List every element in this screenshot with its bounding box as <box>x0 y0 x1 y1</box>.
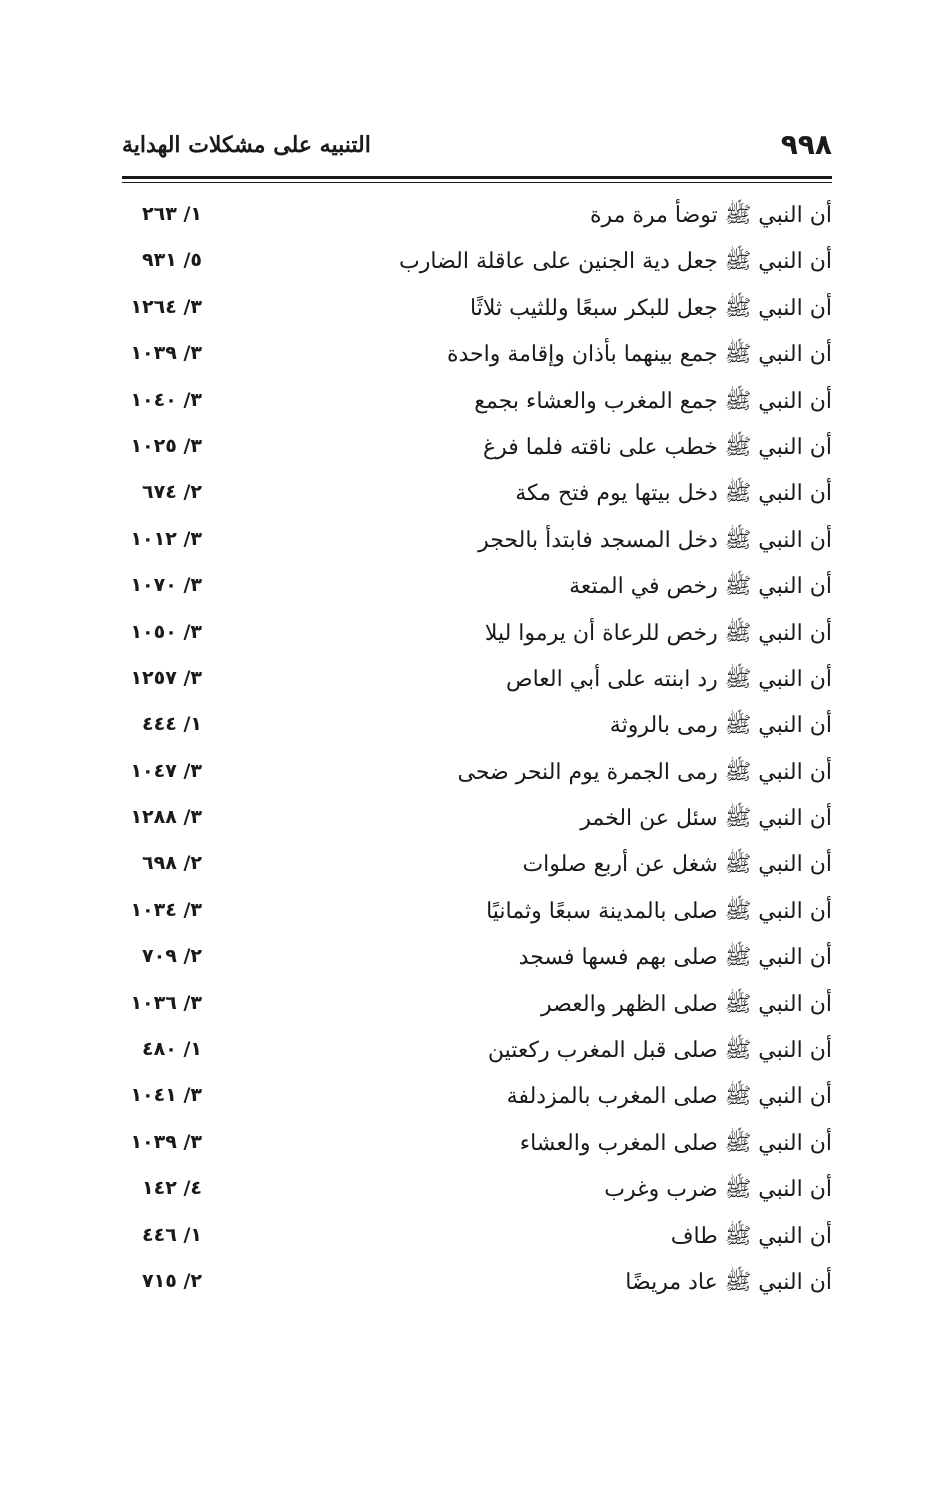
entry-reference: ١/ ٤٤٤ <box>142 713 202 736</box>
index-entry <box>122 846 832 892</box>
entry-reference: ١/ ٤٨٠ <box>142 1038 202 1061</box>
entry-text: أن النبي ﷺ دخل المسجد فابتدأ بالحجر <box>478 527 832 553</box>
index-entry <box>122 800 832 846</box>
entry-text: أن النبي ﷺ رخص في المتعة <box>569 574 832 600</box>
page-header <box>122 122 832 170</box>
index-entry <box>122 197 832 243</box>
entry-text: أن النبي ﷺ خطب على ناقته فلما فرغ <box>482 434 832 460</box>
header-rule-thick <box>122 176 832 179</box>
index-entry <box>122 336 832 382</box>
entry-reference: ٣/ ١٠٣٩ <box>130 1130 202 1153</box>
index-entry <box>122 1078 832 1124</box>
entry-reference: ٣/ ١٠٤٧ <box>130 759 202 782</box>
entry-text: أن النبي ﷺ رخص للرعاة أن يرموا ليلا <box>484 620 832 646</box>
entry-text: أن النبي ﷺ صلى المغرب بالمزدلفة <box>506 1084 832 1110</box>
entry-text: أن النبي ﷺ جعل للبكر سبعًا وللثيب ثلاثًا <box>470 295 832 321</box>
entry-text: أن النبي ﷺ دخل بيتها يوم فتح مكة <box>515 481 832 507</box>
index-entry <box>122 615 832 661</box>
entry-reference: ٤/ ١٤٢ <box>142 1177 202 1200</box>
entry-reference: ٣/ ١٠٤٠ <box>130 388 202 411</box>
entry-reference: ٣/ ١٠١٢ <box>130 527 202 550</box>
header-rule-thin <box>122 182 832 183</box>
entry-reference: ٣/ ١٢٨٨ <box>130 806 202 829</box>
entry-reference: ٢/ ٧١٥ <box>142 1269 202 1292</box>
entry-reference: ٢/ ٦٧٤ <box>142 481 202 504</box>
index-entry <box>122 429 832 475</box>
index-entry <box>122 1264 832 1310</box>
index-entry <box>122 1171 832 1217</box>
index-entry <box>122 290 832 336</box>
index-entry <box>122 986 832 1032</box>
entry-reference: ٣/ ١٠٣٩ <box>130 342 202 365</box>
entry-text: أن النبي ﷺ عاد مريضًا <box>625 1269 832 1295</box>
index-entry <box>122 1218 832 1264</box>
entry-reference: ١/ ٤٤٦ <box>142 1223 202 1246</box>
entry-reference: ٣/ ١٠٥٠ <box>130 620 202 643</box>
index-entry <box>122 1032 832 1078</box>
entry-reference: ٣/ ١٠٣٤ <box>130 898 202 921</box>
entry-reference: ٢/ ٦٩٨ <box>142 852 202 875</box>
entry-text: أن النبي ﷺ رد ابنته على أبي العاص <box>505 666 832 692</box>
entry-reference: ٣/ ١٠٢٥ <box>130 434 202 457</box>
index-entry <box>122 939 832 985</box>
entry-text: أن النبي ﷺ صلى قبل المغرب ركعتين <box>487 1038 832 1064</box>
index-entry <box>122 243 832 289</box>
entry-reference: ٣/ ١٠٣٦ <box>130 991 202 1014</box>
entry-text: أن النبي ﷺ صلى بهم فسها فسجد <box>518 945 832 971</box>
entry-text: أن النبي ﷺ جمع المغرب والعشاء بجمع <box>474 388 832 414</box>
index-list <box>122 197 832 1310</box>
running-title: التنبيه على مشكلات الهداية <box>122 132 371 158</box>
index-entry <box>122 661 832 707</box>
entry-text: أن النبي ﷺ جعل دية الجنين على عاقلة الضارب <box>399 249 832 275</box>
entry-reference: ٣/ ١٠٧٠ <box>130 574 202 597</box>
entry-text: أن النبي ﷺ توضأ مرة مرة <box>589 203 832 228</box>
index-entry <box>122 383 832 429</box>
entry-text: أن النبي ﷺ سئل عن الخمر <box>580 806 832 832</box>
entry-text: أن النبي ﷺ صلى المغرب والعشاء <box>519 1130 832 1156</box>
entry-text: أن النبي ﷺ طاف <box>670 1223 832 1249</box>
entry-reference: ٣/ ١٢٦٤ <box>130 295 202 318</box>
index-entry <box>122 475 832 521</box>
entry-reference: ٣/ ١٢٥٧ <box>130 666 202 689</box>
entry-text: أن النبي ﷺ رمى بالروثة <box>609 713 832 739</box>
entry-text: أن النبي ﷺ ضرب وغرب <box>604 1177 832 1203</box>
entry-text: أن النبي ﷺ صلى بالمدينة سبعًا وثمانيًا <box>486 898 832 924</box>
entry-reference: ١/ ٢٦٣ <box>142 203 202 225</box>
index-entry <box>122 568 832 614</box>
index-entry <box>122 707 832 753</box>
index-entry <box>122 1125 832 1171</box>
page-number: ٩٩٨ <box>780 128 832 161</box>
entry-reference: ٣/ ١٠٤١ <box>130 1084 202 1107</box>
index-entry <box>122 754 832 800</box>
entry-reference: ٢/ ٧٠٩ <box>142 945 202 968</box>
index-entry <box>122 522 832 568</box>
entry-text: أن النبي ﷺ صلى الظهر والعصر <box>541 991 832 1017</box>
entry-text: أن النبي ﷺ جمع بينهما بأذان وإقامة واحدة <box>446 342 832 368</box>
index-entry <box>122 893 832 939</box>
entry-text: أن النبي ﷺ رمى الجمرة يوم النحر ضحى <box>457 759 832 785</box>
entry-reference: ٥/ ٩٣١ <box>142 249 202 272</box>
entry-text: أن النبي ﷺ شغل عن أربع صلوات <box>522 852 832 878</box>
